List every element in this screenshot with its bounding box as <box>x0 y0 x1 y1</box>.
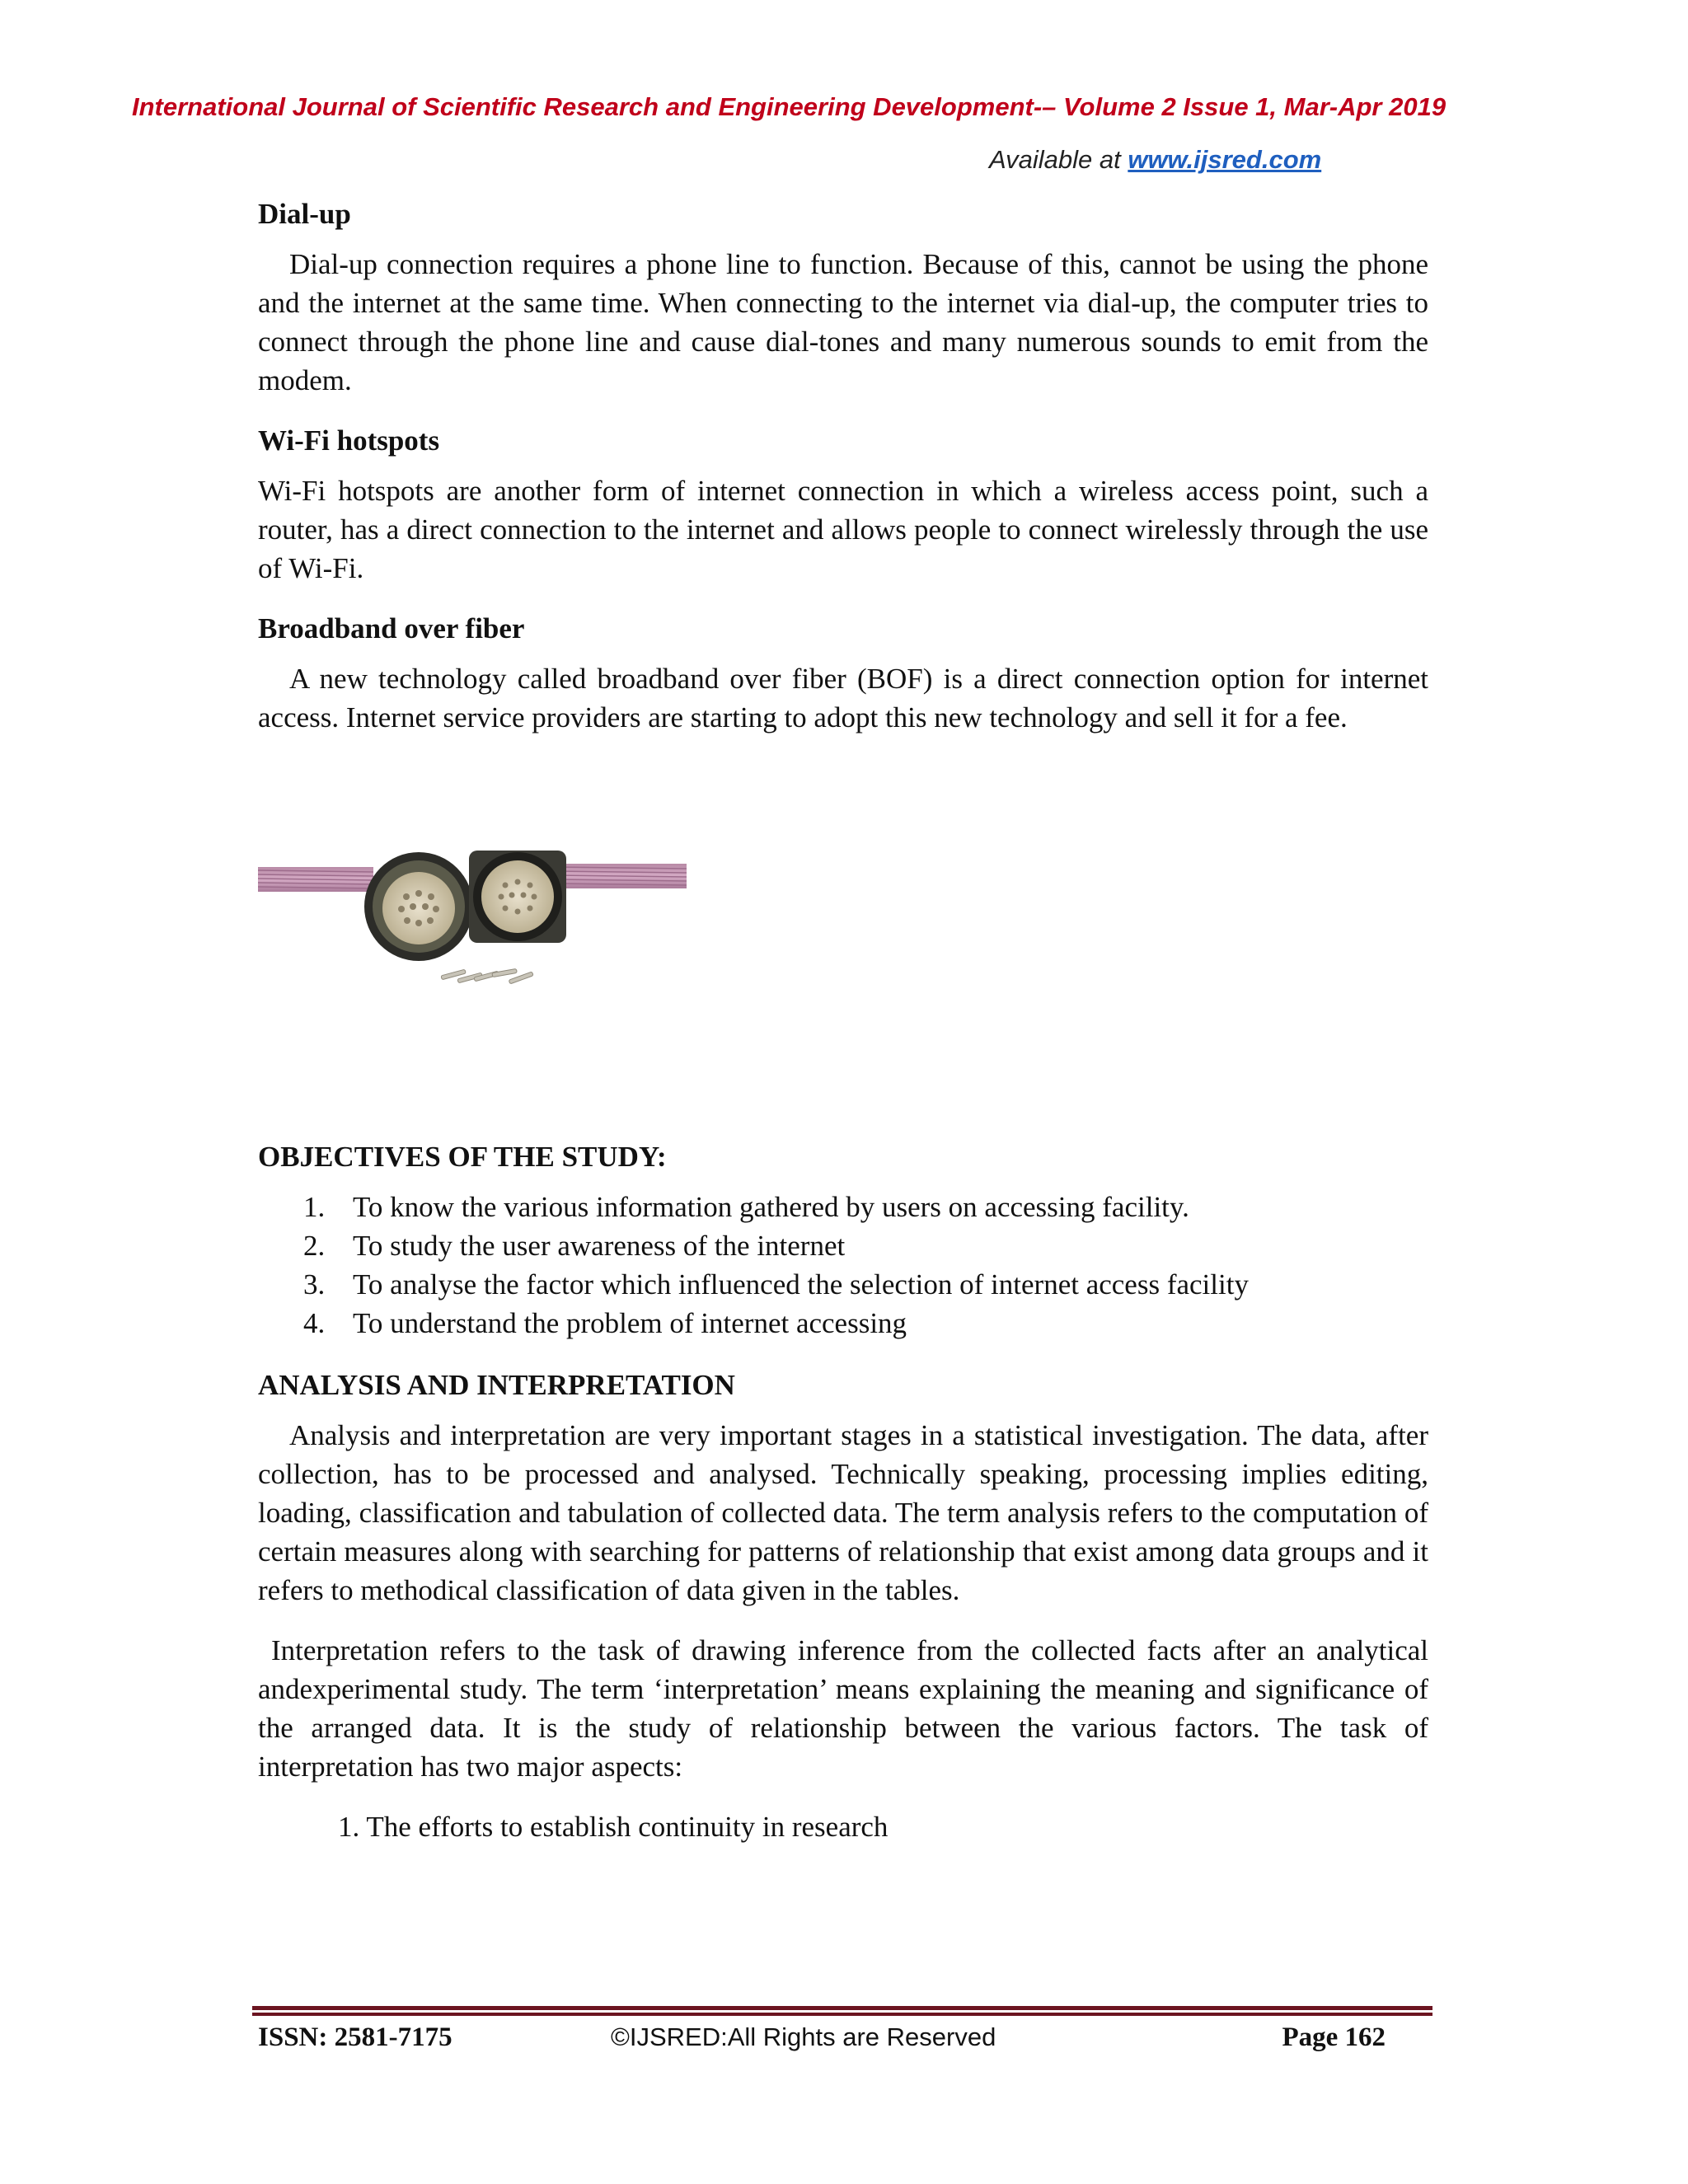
footer-rule-line-1 <box>252 2006 1432 2010</box>
objectives-list <box>258 1188 1428 1343</box>
list-item-number: 4. <box>303 1307 326 1339</box>
issn-text: ISSN: 2581-7175 <box>258 2022 452 2052</box>
fiber-heading: Broadband over fiber <box>258 612 525 644</box>
available-prefix: Available at <box>989 145 1128 174</box>
list-item <box>258 1188 1428 1226</box>
page-number: Page 162 <box>1282 2022 1386 2052</box>
footer-rule-line-2 <box>252 2013 1432 2016</box>
analysis-heading: ANALYSIS AND INTERPRETATION <box>258 1369 735 1401</box>
list-item-text: To study the user awareness of the internet <box>353 1230 846 1262</box>
wifi-heading: Wi-Fi hotspots <box>258 424 440 457</box>
list-item <box>258 1304 1428 1343</box>
list-item-text: To know the various information gathered by users on accessing facility. <box>353 1191 1189 1223</box>
fiber-paragraph: A new technology called broadband over fiber (BOF) is a direct connection option for internet access. Internet service providers are starting to adopt this new technology and sell it for a fee. <box>258 663 1428 733</box>
wifi-paragraph: Wi-Fi hotspots are another form of internet connection in which a wireless access point, such a router, has a direct connection to the internet and allows people to connect wirelessly through the use of Wi-Fi. <box>258 475 1428 584</box>
list-item <box>258 1226 1428 1265</box>
list-item-number: 1. <box>303 1191 326 1223</box>
dialup-heading: Dial-up <box>258 198 351 230</box>
connector-photo-illustration <box>258 849 687 997</box>
list-item <box>258 1265 1428 1304</box>
website-link[interactable]: www.ijsred.com <box>1128 145 1322 174</box>
page-footer <box>258 2022 1428 2064</box>
list-item-text: To understand the problem of internet accessing <box>353 1307 907 1339</box>
dialup-paragraph: Dial-up connection requires a phone line to function. Because of this, cannot be using the phone and the internet at the same time. When connecting to the internet via dial-up, the computer tries to connect through the phone line and cause dial-tones and many numerous sounds to emit from the modem. <box>258 248 1428 396</box>
list-item-number: 3. <box>303 1268 326 1301</box>
fiber-connector-image <box>258 849 687 997</box>
copyright-text: ©IJSRED:All Rights are Reserved <box>611 2022 996 2051</box>
journal-header: International Journal of Scientific Research and Engineering Development-– Volume 2 Issue 1, Mar-Apr 2019 <box>132 92 1447 121</box>
list-item-number: 2. <box>303 1230 326 1262</box>
footer-divider <box>252 2006 1432 2018</box>
aspect-item-1: 1. The efforts to establish continuity in research <box>338 1811 889 1843</box>
objectives-heading: OBJECTIVES OF THE STUDY: <box>258 1141 667 1173</box>
list-item-text: To analyse the factor which influenced the selection of internet access facility <box>353 1268 1249 1301</box>
main-content <box>258 194 1428 1846</box>
analysis-paragraph-1: Analysis and interpretation are very important stages in a statistical investigation. The data, after collection, has to be processed and analysed. Technically speaking, processing implies editing, loading, classification and tabulation of collected data. The term analysis refers to the computation of certain measures along with searching for patterns of relationship that exist among data groups and it refers to methodical classification of data given in the tables. <box>258 1419 1428 1606</box>
analysis-paragraph-2: Interpretation refers to the task of drawing inference from the collected facts after an analytical andexperimental study. The term ‘interpretation’ means explaining the meaning and significance of the arranged data. It is the study of relationship between the various factors. The task of interpretation has two major aspects: <box>258 1634 1428 1783</box>
availability-line <box>989 145 1451 175</box>
